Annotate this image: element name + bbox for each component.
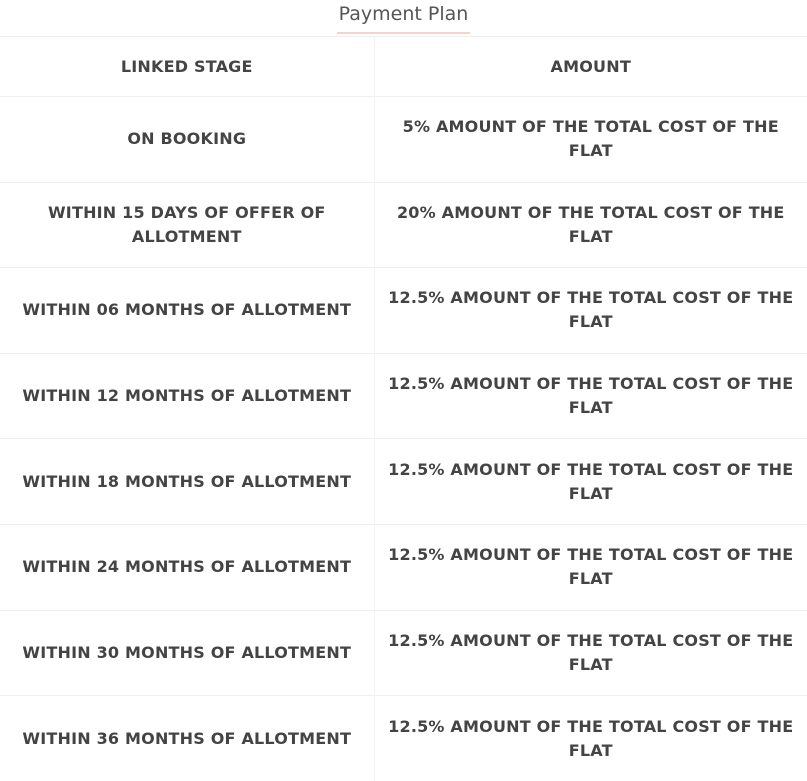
table-row (0, 439, 807, 525)
table-header-row (0, 37, 807, 97)
amount-cell: 12.5% AMOUNT OF THE TOTAL COST OF THE FLAT (374, 524, 807, 610)
table-row (0, 524, 807, 610)
stage-cell: WITHIN 30 MONTHS OF ALLOTMENT (0, 610, 374, 696)
amount-cell: 5% AMOUNT OF THE TOTAL COST OF THE FLAT (374, 97, 807, 183)
stage-cell: WITHIN 24 MONTHS OF ALLOTMENT (0, 524, 374, 610)
table-row (0, 182, 807, 268)
table-row (0, 610, 807, 696)
stage-cell: WITHIN 36 MONTHS OF ALLOTMENT (0, 696, 374, 781)
header-amount: AMOUNT (374, 37, 807, 97)
table-row (0, 696, 807, 781)
amount-cell: 20% AMOUNT OF THE TOTAL COST OF THE FLAT (374, 182, 807, 268)
stage-cell: ON BOOKING (0, 97, 374, 183)
header-linked-stage: LINKED STAGE (0, 37, 374, 97)
stage-cell: WITHIN 15 DAYS OF OFFER OF ALLOTMENT (0, 182, 374, 268)
stage-cell: WITHIN 12 MONTHS OF ALLOTMENT (0, 353, 374, 439)
page-title: Payment Plan (337, 4, 471, 34)
amount-cell: 12.5% AMOUNT OF THE TOTAL COST OF THE FLAT (374, 610, 807, 696)
amount-cell: 12.5% AMOUNT OF THE TOTAL COST OF THE FLAT (374, 439, 807, 525)
table-row (0, 268, 807, 354)
stage-cell: WITHIN 06 MONTHS OF ALLOTMENT (0, 268, 374, 354)
stage-cell: WITHIN 18 MONTHS OF ALLOTMENT (0, 439, 374, 525)
table-row (0, 97, 807, 183)
payment-plan-table (0, 36, 807, 781)
amount-cell: 12.5% AMOUNT OF THE TOTAL COST OF THE FLAT (374, 696, 807, 781)
table-row (0, 353, 807, 439)
amount-cell: 12.5% AMOUNT OF THE TOTAL COST OF THE FLAT (374, 268, 807, 354)
title-container (0, 0, 807, 34)
amount-cell: 12.5% AMOUNT OF THE TOTAL COST OF THE FLAT (374, 353, 807, 439)
